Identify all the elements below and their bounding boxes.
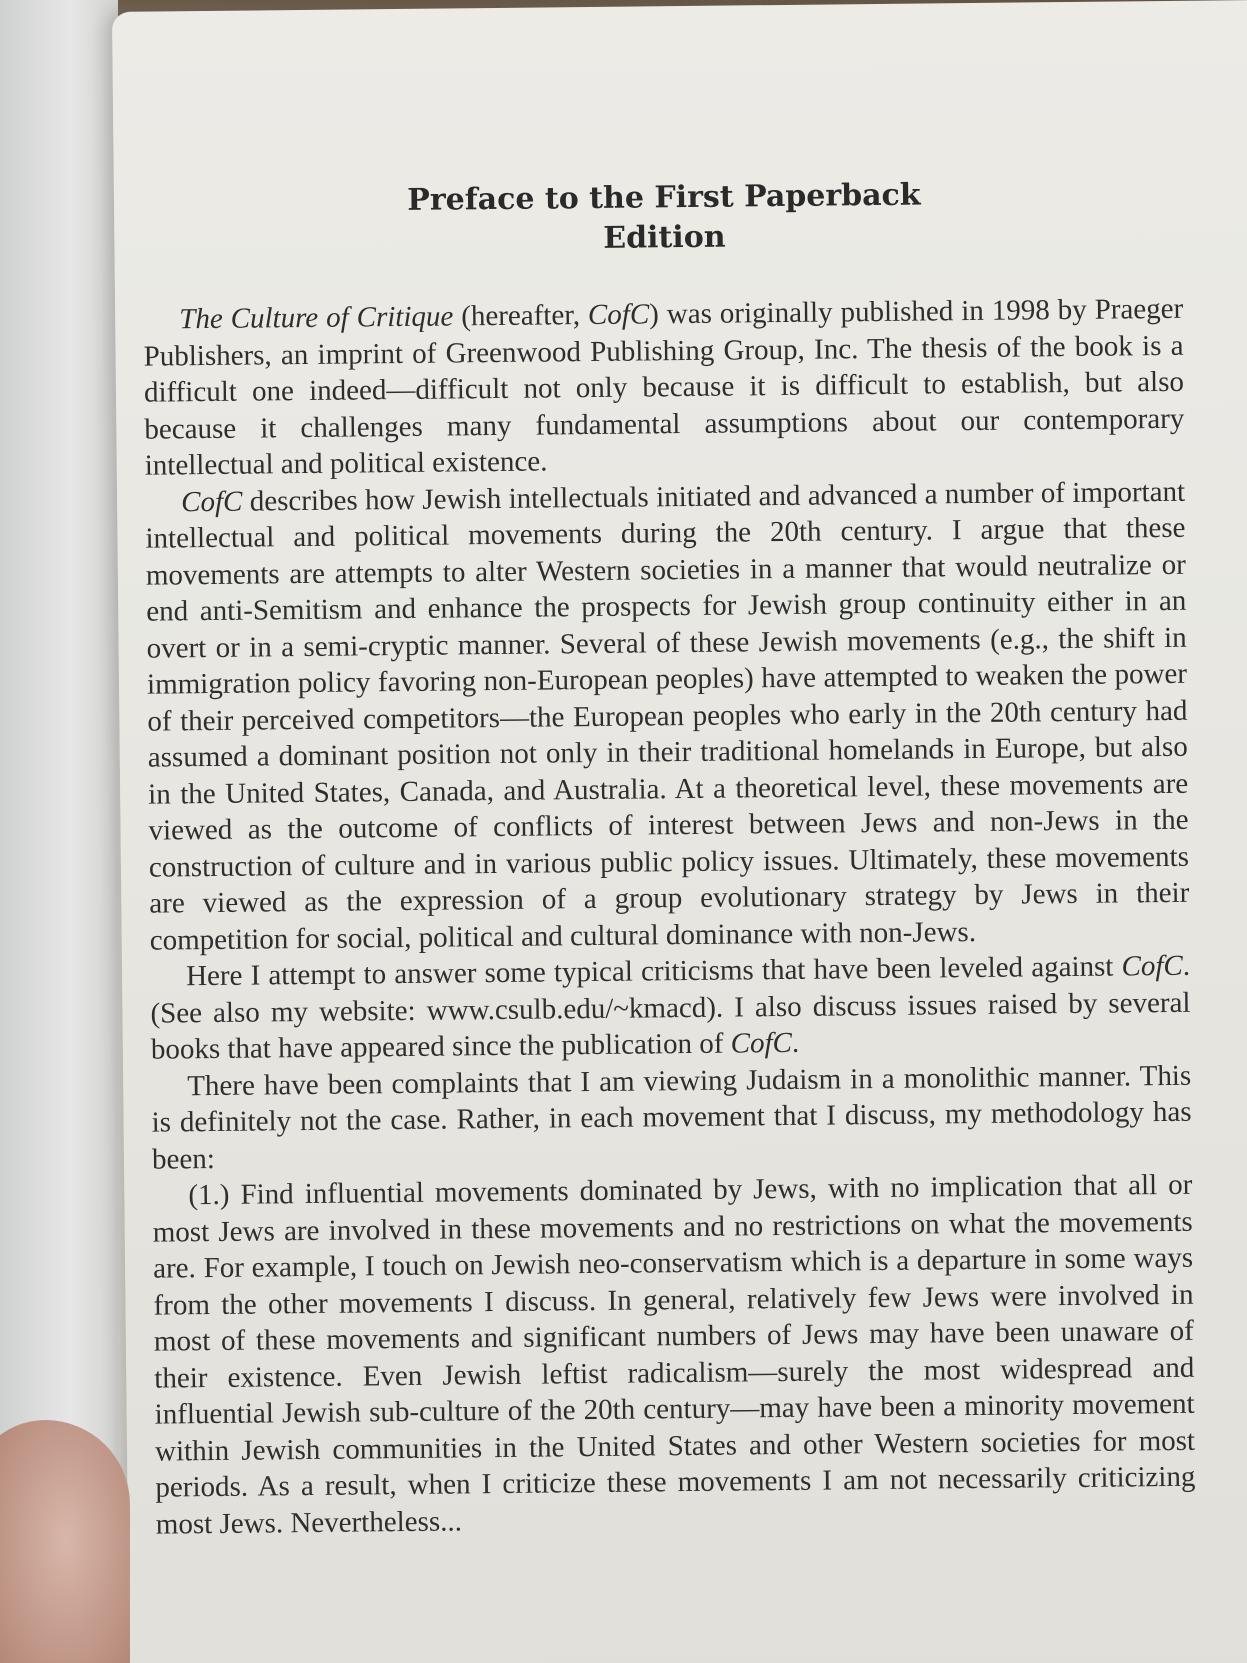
p1-text-b: ) was originally published in 1998 by Praeger Publishers, an imprint of Greenwood Publishing Group, Inc. The thesis of the book is a difficult one indeed—difficult not only because it is difficult to establish, but also because it challenges many fundamental assumptions about our contemporary intellectual and political existence. xyxy=(143,292,1185,482)
preface-body xyxy=(143,291,1196,1543)
thumb-holding-page xyxy=(0,1420,130,1663)
title-line-2: Edition xyxy=(603,219,726,256)
p3-text-b: . (See also my website: www.csulb.edu/~kmacd). I also discuss issues raised by several books that have appeared since the publication of xyxy=(150,949,1191,1066)
p2-text: describes how Jewish intellectuals initiated and advanced a number of important intellectual and political movements during the 20th century. I argue that these movements are attempts to alter Western societies in a manner that would neutralize or end anti-Semitism and enhance the prospects for Jewish group continuity either in an overt or in a semi-cryptic manner. Several of these Jewish movements (e.g., the shift in immigration policy favoring non-European peoples) have attempted to weaken the power of their perceived competitors—the European peoples who early in the 20th century had assumed a dominant position not only in their traditional homelands in Europe, but also in the United States, Canada, and Australia. At a theoretical level, these movements are viewed as the outcome of conflicts of interest between Jews and non-Jews in the construction of culture and in various public policy issues. Ultimately, these movements are viewed as the expression of a group evolutionary strategy by Jews in their competition for social, political and cultural dominance with non-Jews. xyxy=(145,475,1190,957)
paragraph-5: (1.) Find influential movements dominated by Jews, with no implication that all or most Jews are involved in these movements and no restrictions on what the movements are. For example, I touch on Jewish neo-conservatism which is a departure in some ways from the other movements I discuss. In general, relatively few Jews were involved in most of these movements and significant numbers of Jews may have been unaware of their existence. Even Jewish leftist radicalism—surely the most widespread and influential Jewish sub-culture of the 20th century—may have been a minority movement within Jewish communities in the United States and other Western societies for most periods. As a result, when I criticize these movements I am not necessarily criticizing most Jews. Nevertheless... xyxy=(152,1168,1196,1541)
left-page-edge xyxy=(0,0,118,1663)
p1-abbr: CofC xyxy=(587,298,650,332)
paragraph-1 xyxy=(143,291,1185,484)
book-title-italic: The Culture of Critique xyxy=(179,300,454,336)
p3-abbr-1: CofC xyxy=(1121,949,1183,983)
preface-title xyxy=(114,172,1215,264)
paragraph-4: There have been complaints that I am viewing Judaism in a monolithic manner. This is definitely not the case. Rather, in each movement that I discuss, my methodology has been: xyxy=(151,1059,1192,1176)
p2-abbr: CofC xyxy=(180,485,243,518)
p1-text-a: (hereafter, xyxy=(453,299,589,333)
p3-abbr-2: CofC xyxy=(730,1026,793,1060)
paragraph-3 xyxy=(150,948,1191,1068)
paragraph-2 xyxy=(145,473,1190,958)
book-page xyxy=(112,0,1247,1663)
p3-text-a: Here I attempt to answer some typical criticisms that have been leveled against xyxy=(185,950,1122,993)
p3-text-c: . xyxy=(791,1026,800,1059)
title-line-1: Preface to the First Paperback xyxy=(407,177,921,218)
